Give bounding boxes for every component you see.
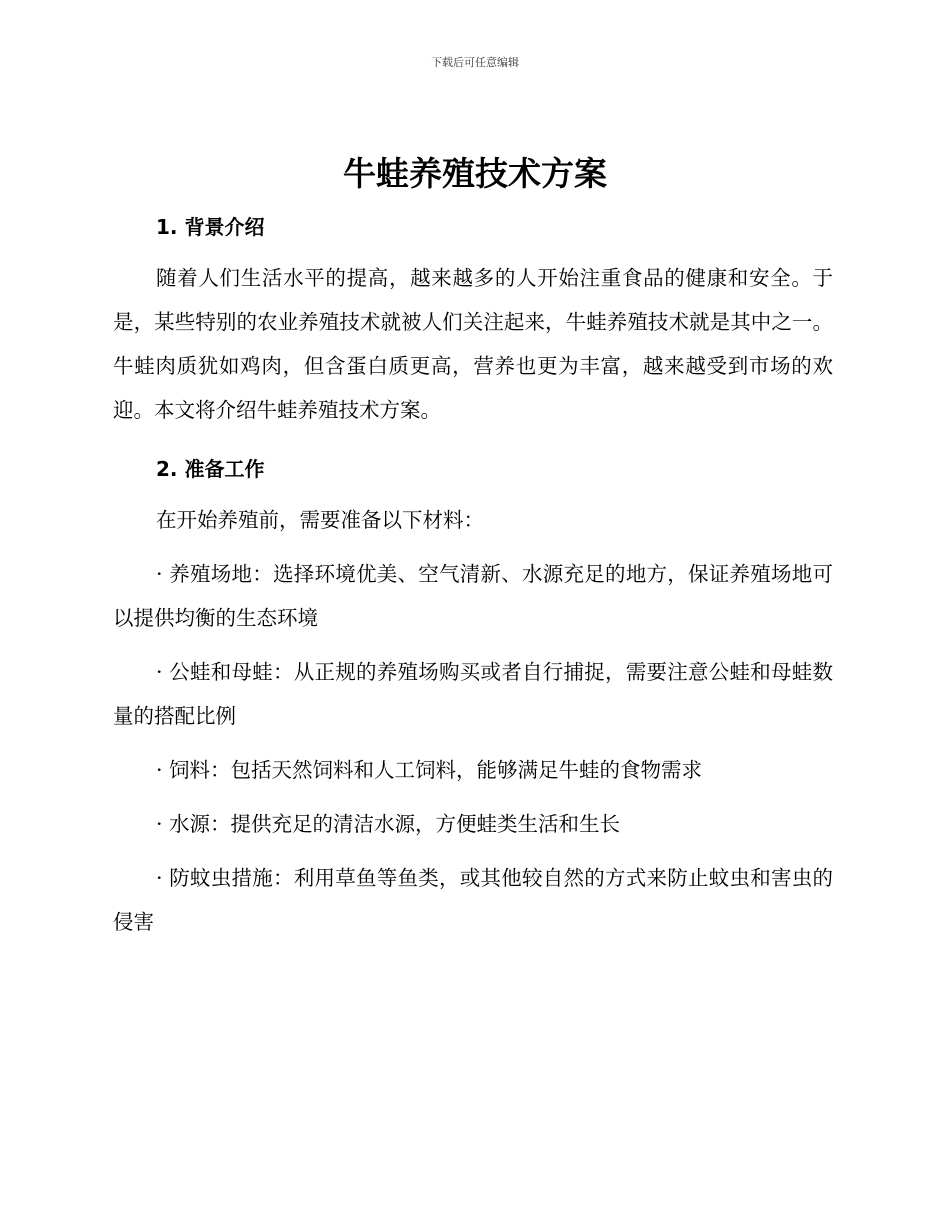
list-item-site: · 养殖场地：选择环境优美、空气清新、水源充足的地方，保证养殖场地可以提供均衡的生态环境 — [113, 562, 833, 630]
paragraph-background: 随着人们生活水平的提高，越来越多的人开始注重食品的健康和安全。于是，某些特别的农业养殖技术就被人们关注起来，牛蛙养殖技术就是其中之一。牛蛙肉质犹如鸡肉，但含蛋白质更高，营养也更为丰富，越来越受到市场的欢迎。本文将介绍牛蛙养殖技术方案。 — [113, 266, 833, 422]
list-item-feed: · 饲料：包括天然饲料和人工饲料，能够满足牛蛙的食物需求 — [156, 758, 703, 782]
document-body — [113, 200, 833, 944]
paragraph-preparation-intro: 在开始养殖前，需要准备以下材料： — [156, 508, 484, 532]
list-item-water: · 水源：提供充足的清洁水源，方便蛙类生活和生长 — [156, 812, 621, 836]
section-heading-preparation: 2. 准备工作 — [156, 457, 265, 481]
list-item-frogs: · 公蛙和母蛙：从正规的养殖场购买或者自行捕捉，需要注意公蛙和母蛙数量的搭配比例 — [113, 660, 833, 728]
document-title: 牛蛙养殖技术方案 — [343, 154, 607, 193]
list-item-mosquito: · 防蚊虫措施：利用草鱼等鱼类，或其他较自然的方式来防止蚊虫和害虫的侵害 — [113, 866, 833, 934]
section-heading-background: 1. 背景介绍 — [156, 215, 265, 239]
page-header-note: 下载后可任意编辑 — [431, 56, 519, 69]
